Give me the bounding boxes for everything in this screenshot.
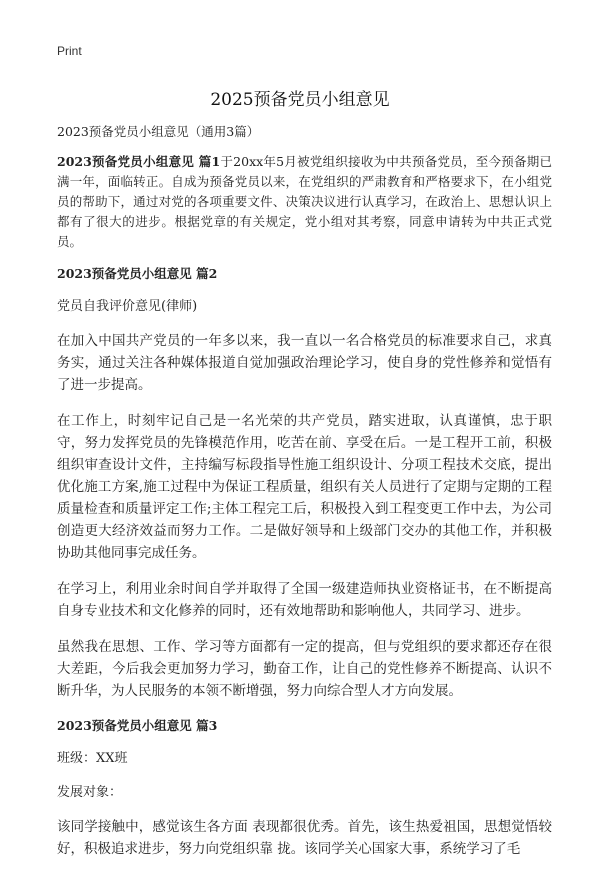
document-body [57,122,552,874]
section-2-subheading: 党员自我评价意见(律师) [57,299,198,314]
section-2-paragraph-1: 在加入中国共产党员的一年多以来，我一直以一名合格党员的标准要求自己，求真务实，通过关注各种媒体报道自觉加强政治理论学习，使自身的党性修养和觉悟有了进一步提高。 [57,333,552,393]
section-2-paragraph-3: 在学习上，利用业余时间自学并取得了全国一级建造师执业资格证书，在不断提高自身专业技术和文化修养的同时，还有效地帮助和影响他人，共同学习、进步。 [57,581,552,619]
print-link[interactable]: Print [57,44,82,58]
section-3-paragraph-1: 该同学接触中，感觉该生各方面 表现都很优秀。首先，该生热爱祖国，思想觉悟较好，积极追求进步，努力向党组织靠 拢。该同学关心国家大事，系统学习了毛 [57,819,552,857]
section-3-class-line: 班级：XX班 [57,751,128,766]
section-1-paragraph [57,152,552,252]
section-3-heading: 2023预备党员小组意见 篇3 [57,718,218,733]
section-1-heading: 2023预备党员小组意见 篇1 [57,154,221,169]
section-3-target-line: 发展对象： [57,785,123,800]
section-2-heading: 2023预备党员小组意见 篇2 [57,266,218,281]
section-1-text: 于20xx年5月被党组织接收为中共预备党员，至今预备期已满一年，面临转正。自成为预备党员以来，在党组织的严肃教育和严格要求下，在小组党员的帮助下，通过对党的各项重要文件、决策决议进行认真学习，在政治上、思想认识上都有了很大的进步。根据党章的有关规定，党小组对其考察，同意申请转为中共正式党员。 [57,154,552,249]
section-3-heading-block [57,716,552,736]
section-2-heading-block [57,264,552,284]
section-2-paragraph-2: 在工作上，时刻牢记自己是一名光荣的共产党员，踏实进取，认真谨慎，忠于职守，努力发挥党员的先锋模范作用，吃苦在前、享受在后。一是工程开工前，积极组织审查设计文件，主持编写标段指导性施工组织设计、分项工程技术交底，提出优化施工方案,施工过程中为保证工程质量，组织有关人员进行了定期与定期的工程质量检查和质量评定工作;主体工程完工后，积极投入到工程变更工作中去，为公司创造更大经济效益而努力工作。二是做好领导和上级部门交办的其他工作，并积极协助其他同事完成任务。 [57,413,552,561]
document-subtitle: 2023预备党员小组意见（通用3篇） [57,124,260,139]
document-title: 2025预备党员小组意见 [210,90,390,110]
section-2-paragraph-4: 虽然我在思想、工作、学习等方面都有一定的提高，但与党组织的要求都还存在很大差距，今后我会更加努力学习，勤奋工作，让自己的党性修养不断提高、认识不断升华，为人民服务的本领不断增强，努力向综合型人才方向发展。 [57,639,552,699]
